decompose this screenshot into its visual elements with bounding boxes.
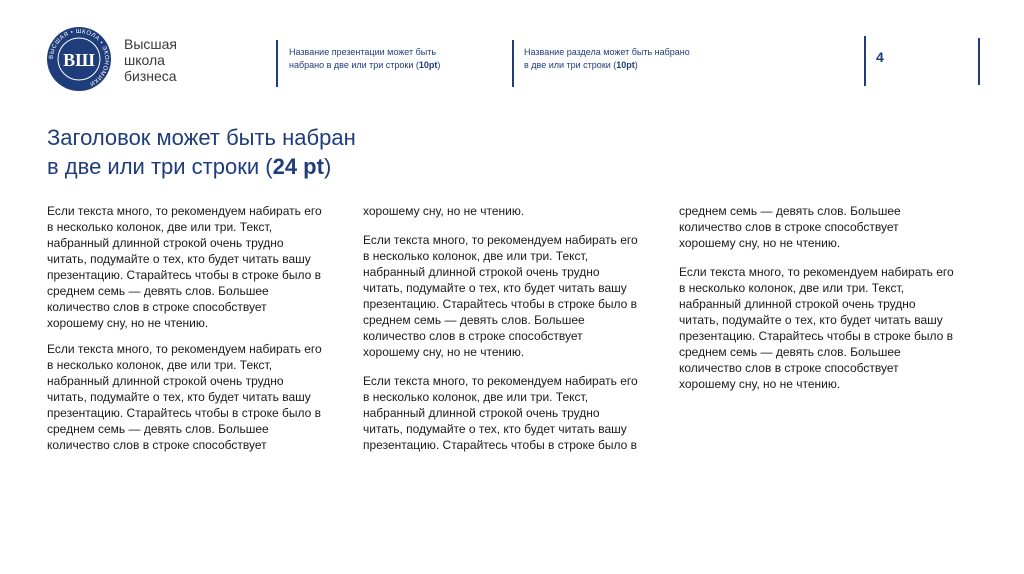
presentation-pt: 10pt xyxy=(418,60,438,70)
paragraph: Если текста много, то рекомендуем набирать его в несколько колонок, две или три. Текст, набранный длинной строкой очень трудно читать, подумайте о тех, кто будет читать вашу презентацию. Старайтесь чтобы в строке было в среднем семь — девять слов. Большее количество слов в строке способствует xyxy=(47,342,322,452)
section-pt: 10pt xyxy=(616,60,635,70)
logo-ring-text: ВЫСШАЯ • ШКОЛА • ЭКОНОМИКИ xyxy=(48,28,110,87)
paragraph: среднем семь — девять слов. Большее количество слов в строке способствует хорошему сну, но не чтению. xyxy=(679,204,901,250)
hse-logo xyxy=(46,26,112,92)
logo-line-3: бизнеса xyxy=(124,68,177,84)
paragraph: Если текста много, то рекомендуем набирать его в несколько колонок, две или три. Текст, набранный длинной строкой очень трудно читать, подумайте о тех, кто будет читать вашу презентацию. Старайтесь чтобы в строке было в xyxy=(363,374,638,452)
text-column-3 xyxy=(679,203,979,402)
text-column-1 xyxy=(47,203,347,463)
text-column-2 xyxy=(363,203,663,463)
logo-emblem: ВШ xyxy=(63,50,95,70)
divider-4 xyxy=(978,38,980,85)
paragraph: Если текста много, то рекомендуем набирать его в несколько колонок, две или три. Текст, набранный длинной строкой очень трудно читать, подумайте о тех, кто будет читать вашу презентацию. Старайтесь чтобы в строке было в среднем семь — девять слов. Большее количество слов в строке способствует хорошему сну, но не чтению. xyxy=(47,204,322,330)
title-line-1: Заголовок может быть набран xyxy=(47,125,356,150)
title-pt: 24 pt xyxy=(272,154,324,179)
logo-line-2: школа xyxy=(124,52,165,68)
presentation-name: Название презентации может быть набрано в две или три строки (10pt) xyxy=(289,47,441,70)
logo-line-1: Высшая xyxy=(124,36,177,52)
section-name: Название раздела может быть набрано в две или три строки (10pt) xyxy=(524,47,690,70)
slide-number: 4 xyxy=(876,49,884,65)
divider-3 xyxy=(864,36,866,86)
paragraph: Если текста много, то рекомендуем набирать его в несколько колонок, две или три. Текст, набранный длинной строкой очень трудно читать, подумайте о тех, кто будет читать вашу презентацию. Старайтесь чтобы в строке было в среднем семь — девять слов. Большее количество слов в строке способствует хорошему сну, но не чтению. xyxy=(363,233,638,359)
slide-title xyxy=(47,123,356,181)
logo-wordmark xyxy=(124,36,177,84)
paragraph: хорошему сну, но не чтению. xyxy=(363,204,525,218)
title-line-2: в две или три строки (24 pt) xyxy=(47,154,332,179)
divider-2 xyxy=(512,40,514,87)
divider-1 xyxy=(276,40,278,87)
paragraph: Если текста много, то рекомендуем набирать его в несколько колонок, две или три. Текст, набранный длинной строкой очень трудно читать, подумайте о тех, кто будет читать вашу презентацию. Старайтесь чтобы в строке было в среднем семь — девять слов. Большее количество слов в строке способствует хорошему сну, но не чтению. xyxy=(679,265,954,391)
